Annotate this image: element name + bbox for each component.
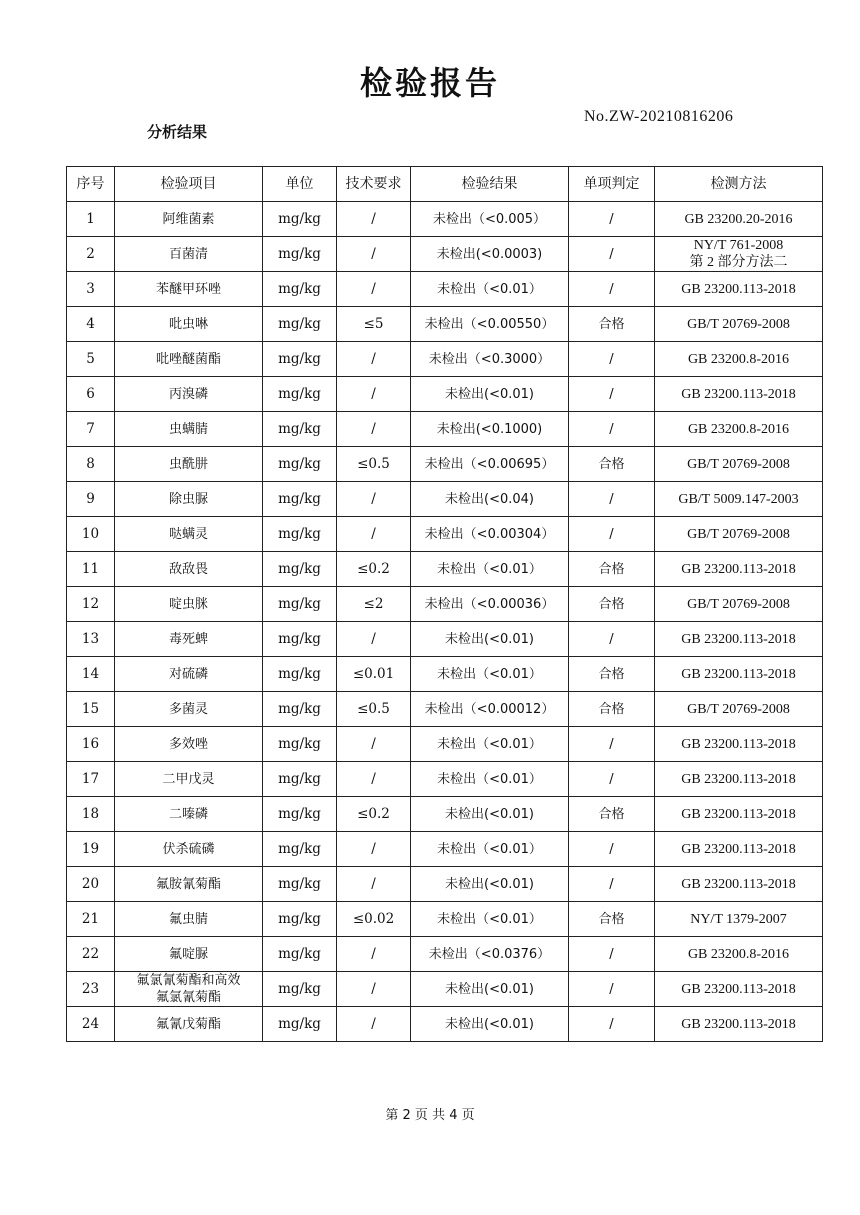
cell-unit: mg/kg [263, 692, 337, 727]
cell-result: 未检出（<0.005） [411, 202, 569, 237]
page-footer: 第 2 页 共 4 页 [385, 1108, 475, 1123]
cell-item: 对硫磷 [115, 657, 263, 692]
cell-requirement: / [337, 832, 411, 867]
cell-item: 百菌清 [115, 237, 263, 272]
cell-unit: mg/kg [263, 797, 337, 832]
cell-result: 未检出（<0.00550） [411, 307, 569, 342]
cell-requirement: / [337, 972, 411, 1007]
cell-requirement: ≤0.2 [337, 552, 411, 587]
cell-unit: mg/kg [263, 447, 337, 482]
cell-judgement: / [569, 937, 655, 972]
cell-requirement: / [337, 272, 411, 307]
cell-requirement: / [337, 622, 411, 657]
cell-result: 未检出（<0.01） [411, 552, 569, 587]
cell-method: GB 23200.8-2016 [655, 937, 823, 972]
cell-judgement: 合格 [569, 447, 655, 482]
cell-index: 15 [67, 692, 115, 727]
cell-index: 10 [67, 517, 115, 552]
cell-requirement: / [337, 517, 411, 552]
cell-unit: mg/kg [263, 727, 337, 762]
cell-judgement: 合格 [569, 692, 655, 727]
cell-result: 未检出(<0.1000) [411, 412, 569, 447]
cell-method: GB 23200.113-2018 [655, 867, 823, 902]
cell-index: 3 [67, 272, 115, 307]
table-row [67, 622, 823, 657]
cell-unit: mg/kg [263, 377, 337, 412]
cell-method: GB 23200.113-2018 [655, 972, 823, 1007]
cell-result: 未检出（<0.01） [411, 657, 569, 692]
cell-judgement: / [569, 832, 655, 867]
cell-result: 未检出(<0.01) [411, 622, 569, 657]
cell-requirement: / [337, 377, 411, 412]
cell-method: GB 23200.113-2018 [655, 552, 823, 587]
cell-unit: mg/kg [263, 657, 337, 692]
cell-unit: mg/kg [263, 202, 337, 237]
cell-result: 未检出（<0.0376） [411, 937, 569, 972]
cell-requirement: / [337, 237, 411, 272]
table-row [67, 797, 823, 832]
cell-index: 16 [67, 727, 115, 762]
cell-result: 未检出(<0.01) [411, 377, 569, 412]
cell-result: 未检出（<0.01） [411, 762, 569, 797]
cell-judgement: / [569, 342, 655, 377]
header-requirement: 技术要求 [337, 167, 411, 202]
cell-requirement: ≤0.5 [337, 447, 411, 482]
cell-result: 未检出(<0.01) [411, 1007, 569, 1042]
cell-item: 丙溴磷 [115, 377, 263, 412]
table-row [67, 762, 823, 797]
cell-judgement: / [569, 867, 655, 902]
cell-requirement: ≤0.02 [337, 902, 411, 937]
cell-unit: mg/kg [263, 587, 337, 622]
cell-judgement: 合格 [569, 587, 655, 622]
header-result: 检验结果 [411, 167, 569, 202]
cell-index: 4 [67, 307, 115, 342]
cell-index: 22 [67, 937, 115, 972]
cell-method: GB/T 20769-2008 [655, 307, 823, 342]
cell-unit: mg/kg [263, 762, 337, 797]
cell-unit: mg/kg [263, 937, 337, 972]
cell-index: 1 [67, 202, 115, 237]
cell-index: 5 [67, 342, 115, 377]
cell-judgement: 合格 [569, 552, 655, 587]
cell-requirement: / [337, 762, 411, 797]
cell-item: 哒螨灵 [115, 517, 263, 552]
cell-index: 2 [67, 237, 115, 272]
cell-result: 未检出(<0.0003) [411, 237, 569, 272]
cell-judgement: / [569, 237, 655, 272]
cell-item: 氟啶脲 [115, 937, 263, 972]
cell-method: GB/T 20769-2008 [655, 517, 823, 552]
cell-requirement: ≤0.01 [337, 657, 411, 692]
cell-judgement: / [569, 517, 655, 552]
cell-item: 除虫脲 [115, 482, 263, 517]
cell-index: 20 [67, 867, 115, 902]
table-body [67, 202, 823, 1042]
cell-item: 二甲戊灵 [115, 762, 263, 797]
cell-item: 氟虫腈 [115, 902, 263, 937]
cell-method: GB 23200.113-2018 [655, 377, 823, 412]
cell-result: 未检出（<0.01） [411, 727, 569, 762]
cell-method: NY/T 761-2008 第 2 部分方法二 [655, 237, 823, 272]
table-row [67, 972, 823, 1007]
header-method: 检测方法 [655, 167, 823, 202]
cell-item: 苯醚甲环唑 [115, 272, 263, 307]
cell-result: 未检出（<0.3000） [411, 342, 569, 377]
cell-judgement: 合格 [569, 307, 655, 342]
cell-result: 未检出（<0.00304） [411, 517, 569, 552]
header-unit: 单位 [263, 167, 337, 202]
cell-index: 8 [67, 447, 115, 482]
cell-method: GB 23200.20-2016 [655, 202, 823, 237]
table-row [67, 587, 823, 622]
cell-item: 啶虫脒 [115, 587, 263, 622]
table-row [67, 867, 823, 902]
cell-unit: mg/kg [263, 237, 337, 272]
cell-requirement: / [337, 482, 411, 517]
cell-unit: mg/kg [263, 1007, 337, 1042]
table-row [67, 517, 823, 552]
cell-judgement: 合格 [569, 797, 655, 832]
cell-unit: mg/kg [263, 552, 337, 587]
cell-judgement: / [569, 272, 655, 307]
cell-requirement: / [337, 727, 411, 762]
cell-item: 氟氰戊菊酯 [115, 1007, 263, 1042]
cell-judgement: / [569, 972, 655, 1007]
results-table [66, 166, 823, 1042]
cell-requirement: ≤0.5 [337, 692, 411, 727]
table-row [67, 727, 823, 762]
cell-method: GB 23200.113-2018 [655, 832, 823, 867]
cell-method: GB 23200.113-2018 [655, 622, 823, 657]
cell-judgement: 合格 [569, 902, 655, 937]
cell-requirement: ≤2 [337, 587, 411, 622]
cell-result: 未检出(<0.01) [411, 867, 569, 902]
cell-requirement: / [337, 867, 411, 902]
cell-index: 18 [67, 797, 115, 832]
cell-method: GB 23200.8-2016 [655, 412, 823, 447]
cell-item: 虫酰肼 [115, 447, 263, 482]
cell-unit: mg/kg [263, 342, 337, 377]
cell-judgement: / [569, 202, 655, 237]
cell-judgement: / [569, 622, 655, 657]
cell-method: NY/T 1379-2007 [655, 902, 823, 937]
table-row [67, 482, 823, 517]
cell-judgement: / [569, 482, 655, 517]
cell-method: GB 23200.8-2016 [655, 342, 823, 377]
cell-judgement: / [569, 727, 655, 762]
cell-requirement: / [337, 937, 411, 972]
cell-item: 吡虫啉 [115, 307, 263, 342]
cell-item: 虫螨腈 [115, 412, 263, 447]
cell-unit: mg/kg [263, 972, 337, 1007]
cell-judgement: / [569, 762, 655, 797]
cell-item: 毒死蜱 [115, 622, 263, 657]
cell-requirement: ≤5 [337, 307, 411, 342]
cell-method: GB/T 20769-2008 [655, 692, 823, 727]
table-row [67, 237, 823, 272]
cell-result: 未检出（<0.01） [411, 832, 569, 867]
cell-unit: mg/kg [263, 412, 337, 447]
cell-item: 氟胺氰菊酯 [115, 867, 263, 902]
report-number: No.ZW-20210816206 [584, 108, 734, 125]
cell-requirement: / [337, 412, 411, 447]
cell-index: 21 [67, 902, 115, 937]
cell-index: 23 [67, 972, 115, 1007]
cell-result: 未检出（<0.00012） [411, 692, 569, 727]
cell-item: 吡唑醚菌酯 [115, 342, 263, 377]
table-row [67, 307, 823, 342]
cell-method: GB 23200.113-2018 [655, 1007, 823, 1042]
cell-method: GB 23200.113-2018 [655, 657, 823, 692]
table-row [67, 202, 823, 237]
cell-method: GB 23200.113-2018 [655, 727, 823, 762]
cell-unit: mg/kg [263, 832, 337, 867]
cell-method: GB 23200.113-2018 [655, 272, 823, 307]
cell-unit: mg/kg [263, 272, 337, 307]
cell-index: 7 [67, 412, 115, 447]
cell-index: 19 [67, 832, 115, 867]
cell-result: 未检出(<0.04) [411, 482, 569, 517]
cell-method: GB/T 20769-2008 [655, 447, 823, 482]
cell-item: 多菌灵 [115, 692, 263, 727]
cell-index: 24 [67, 1007, 115, 1042]
cell-index: 6 [67, 377, 115, 412]
table-row [67, 692, 823, 727]
cell-item: 二嗪磷 [115, 797, 263, 832]
table-row [67, 832, 823, 867]
cell-method: GB/T 5009.147-2003 [655, 482, 823, 517]
cell-index: 17 [67, 762, 115, 797]
cell-requirement: ≤0.2 [337, 797, 411, 832]
cell-judgement: 合格 [569, 657, 655, 692]
cell-result: 未检出（<0.01） [411, 902, 569, 937]
table-row [67, 342, 823, 377]
cell-judgement: / [569, 1007, 655, 1042]
table-row [67, 272, 823, 307]
cell-item: 敌敌畏 [115, 552, 263, 587]
cell-requirement: / [337, 1007, 411, 1042]
cell-unit: mg/kg [263, 902, 337, 937]
table-row [67, 1007, 823, 1042]
cell-requirement: / [337, 202, 411, 237]
cell-item: 伏杀硫磷 [115, 832, 263, 867]
table-row [67, 377, 823, 412]
cell-requirement: / [337, 342, 411, 377]
cell-item: 多效唑 [115, 727, 263, 762]
cell-index: 11 [67, 552, 115, 587]
section-title: 分析结果 [147, 123, 208, 141]
table-row [67, 412, 823, 447]
cell-method: GB 23200.113-2018 [655, 762, 823, 797]
cell-item: 氟氯氰菊酯和高效 氟氯氰菊酯 [115, 972, 263, 1007]
cell-result: 未检出(<0.01) [411, 972, 569, 1007]
cell-result: 未检出（<0.00695） [411, 447, 569, 482]
table-row [67, 447, 823, 482]
table-row [67, 937, 823, 972]
cell-unit: mg/kg [263, 867, 337, 902]
report-title: 检验报告 [359, 64, 500, 102]
cell-index: 12 [67, 587, 115, 622]
table-header-row [67, 167, 823, 202]
cell-unit: mg/kg [263, 482, 337, 517]
cell-method: GB 23200.113-2018 [655, 797, 823, 832]
cell-index: 13 [67, 622, 115, 657]
cell-result: 未检出（<0.00036） [411, 587, 569, 622]
header-judgement: 单项判定 [569, 167, 655, 202]
cell-result: 未检出（<0.01） [411, 272, 569, 307]
cell-judgement: / [569, 377, 655, 412]
table-row [67, 552, 823, 587]
cell-index: 9 [67, 482, 115, 517]
table-row [67, 902, 823, 937]
table-row [67, 657, 823, 692]
header-item: 检验项目 [115, 167, 263, 202]
cell-unit: mg/kg [263, 307, 337, 342]
cell-item: 阿维菌素 [115, 202, 263, 237]
cell-method: GB/T 20769-2008 [655, 587, 823, 622]
header-index: 序号 [67, 167, 115, 202]
cell-judgement: / [569, 412, 655, 447]
cell-index: 14 [67, 657, 115, 692]
cell-result: 未检出(<0.01) [411, 797, 569, 832]
cell-unit: mg/kg [263, 622, 337, 657]
cell-unit: mg/kg [263, 517, 337, 552]
